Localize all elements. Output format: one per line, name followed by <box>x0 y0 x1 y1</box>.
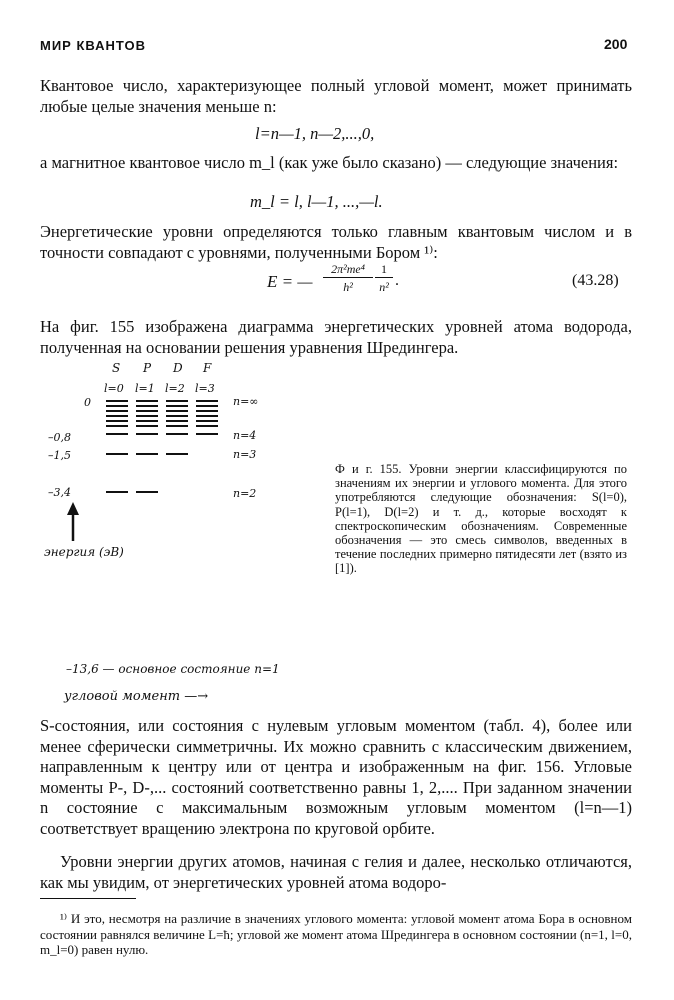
paragraph-1: Квантовое число, характеризующее полный угловой момент, может принимать любые целые значения меньше n: <box>40 76 632 116</box>
n-label-infinity: n=∞ <box>233 395 259 408</box>
formula-denominator-2: n² <box>379 280 389 294</box>
column-label-d: D <box>173 361 183 375</box>
ground-state-note: –13,6 — основное состояние n=1 <box>66 662 280 676</box>
formula-numerator: 2π²me⁴ <box>323 262 373 278</box>
n-label-3: n=3 <box>233 448 257 461</box>
running-head: МИР КВАНТОВ <box>40 38 147 53</box>
formula-bohr-energy <box>265 262 635 302</box>
paragraph-6: Уровни энергии других атомов, начиная с гелия и далее, несколько отличаются, как мы увидим, от энергетических уровней атома водоро- <box>40 852 632 892</box>
energy-label-0-8: –0,8 <box>48 431 71 444</box>
formula-lhs: E = — <box>267 272 313 291</box>
energy-axis-label: энергия (эВ) <box>44 545 124 559</box>
paragraph-3: Энергетические уровни определяются только главным квантовым числом и в точности совпадают с уровнями, полученными Бором ¹⁾: <box>40 222 632 262</box>
energy-label-3-4: –3,4 <box>48 486 71 499</box>
level-lines-near-continuum <box>106 401 218 426</box>
formula-denominator: h² <box>343 280 353 294</box>
column-label-p: P <box>143 361 152 375</box>
energy-label-1-5: –1,5 <box>48 449 71 462</box>
l-label-0: l=0 <box>104 382 124 395</box>
n-label-4: n=4 <box>233 429 257 442</box>
formula-numerator-2: 1 <box>375 262 393 278</box>
footnote-separator <box>40 898 136 899</box>
l-label-3: l=3 <box>195 382 215 395</box>
n-label-2: n=2 <box>233 487 257 500</box>
column-label-s: S <box>112 361 121 375</box>
page-number: 200 <box>604 36 628 52</box>
l-label-2: l=2 <box>165 382 185 395</box>
paragraph-5: S-состояния, или состояния с нулевым угловым моментом (табл. 4), более или менее сферически симметричны. Их можно сравнить с классическим движением, направленным к центру или от центра и изображенным на фиг. 156. Угловые моменты P-, D-,... состояний соответственно равны 1, 2,.... При заданном значении n состояние с максимальным возможным угловым моментом (l=n—1) соответствует вращению электрона по круговой орбите. <box>40 716 632 838</box>
paragraph-4: На фиг. 155 изображена диаграмма энергетических уровней атома водорода, полученная на основании решения уравнения Шредингера. <box>40 317 632 357</box>
figure-caption: Ф и г. 155. Уровни энергии классифицируются по значениям их энергии и углового момента. Для этого употребляются следующие обозначения: S(l=0), P(l=1), D(l=2) и т. д., которые восходят к спектроскопическим обозначениям. Современные обозначения — это смесь символов, введенных в течение последних примерно пятидесяти лет (взято из [1]). <box>335 462 627 576</box>
angular-momentum-note: угловой момент —→ <box>64 689 209 704</box>
column-label-f: F <box>203 361 212 375</box>
equation-number: (43.28) <box>572 272 619 289</box>
energy-label-0: 0 <box>84 396 91 409</box>
paragraph-2: а магнитное квантовое число m_l (как уже было сказано) — следующие значения: <box>40 153 619 172</box>
formula-ml-values: m_l = l, l—1, ...,—l. <box>250 192 383 211</box>
energy-axis-arrow-icon <box>67 502 79 541</box>
formula-period: . <box>395 272 399 289</box>
footnote: ¹⁾ И это, несмотря на различие в значениях углового момента: угловой момент атома Бора в основном состоянии равнялся величине L=ħ; угловой же момент атома Шредингера в основном состоянии (n=1, l=0, m_l=0) равен нулю. <box>40 911 632 957</box>
formula-l-values: l=n—1, n—2,...,0, <box>255 124 375 143</box>
energy-level-diagram <box>40 355 330 715</box>
l-label-1: l=1 <box>135 382 155 395</box>
